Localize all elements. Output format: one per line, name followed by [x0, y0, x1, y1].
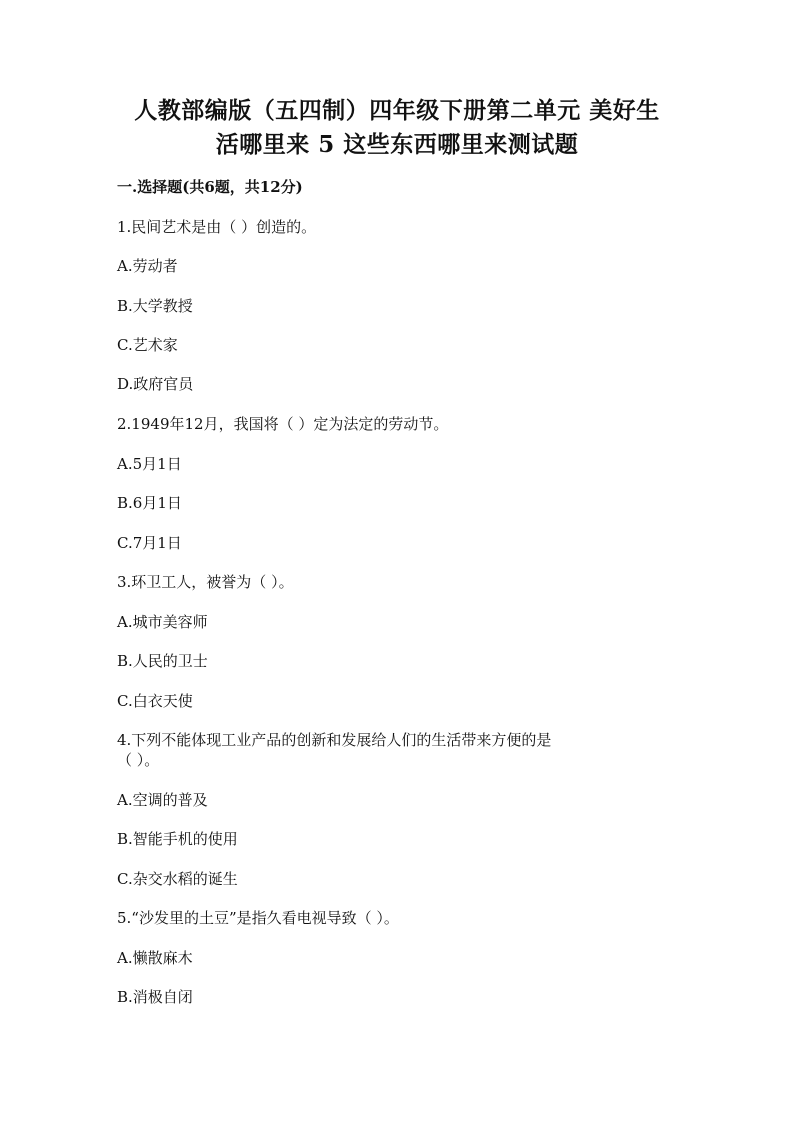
- question-3-option-b: B.人民的卫士: [117, 652, 208, 670]
- question-3-option-a: A.城市美容师: [117, 613, 208, 631]
- question-3-option-c: C.白衣天使: [117, 692, 193, 710]
- question-2-option-c: C.7月1日: [117, 534, 182, 552]
- page-title-line-1: 人教部编版（五四制）四年级下册第二单元 美好生: [134, 97, 660, 124]
- question-5-option-a: A.懒散麻木: [117, 949, 193, 967]
- question-1-option-a: A.劳动者: [117, 257, 178, 275]
- question-1-stem: 1.民间艺术是由（ ）创造的。: [117, 218, 317, 236]
- question-2-stem: 2.1949年12月，我国将（ ）定为法定的劳动节。: [117, 415, 449, 433]
- question-4-stem-continued: （ ）。: [117, 751, 160, 769]
- question-1-option-d: D.政府官员: [117, 375, 194, 393]
- question-4-option-c: C.杂交水稻的诞生: [117, 870, 238, 888]
- page-title-line-2: 活哪里来 5 这些东西哪里来测试题: [215, 131, 579, 158]
- question-5-option-b: B.消极自闭: [117, 988, 193, 1006]
- question-4-option-b: B.智能手机的使用: [117, 830, 238, 848]
- question-1-option-c: C.艺术家: [117, 336, 178, 354]
- question-1-option-b: B.大学教授: [117, 297, 193, 315]
- question-5-stem: 5.“沙发里的土豆”是指久看电视导致（ ）。: [117, 909, 399, 927]
- question-4-option-a: A.空调的普及: [117, 791, 208, 809]
- question-4-stem: 4.下列不能体现工业产品的创新和发展给人们的生活带来方便的是: [117, 731, 552, 749]
- question-3-stem: 3.环卫工人，被誉为（ ）。: [117, 573, 294, 591]
- section-heading: 一.选择题(共6题，共12分): [117, 178, 303, 196]
- question-2-option-a: A.5月1日: [117, 455, 182, 473]
- question-2-option-b: B.6月1日: [117, 494, 182, 512]
